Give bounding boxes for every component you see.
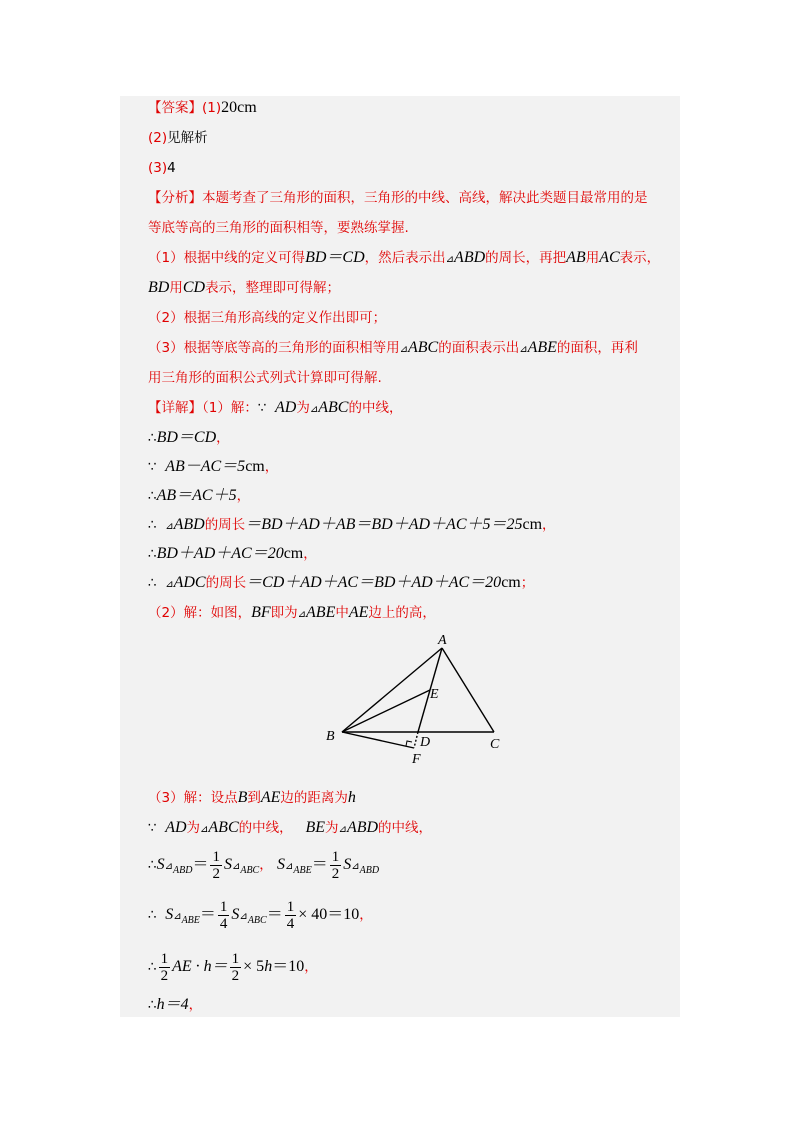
fraction-half: $\frac{1}{2}$ bbox=[231, 950, 240, 984]
label-a: A bbox=[438, 633, 447, 648]
detail-part-2: （2）解：如图，BF即为⊿ABE中AE边上的高， bbox=[148, 604, 436, 621]
analysis-point-1-cont: BD用CD表示，整理即可得解； bbox=[148, 279, 341, 296]
detail-part-3-line-5: ∴ $\frac{1}{2}$ AE · h＝ $\frac{1}{2}$ × 5h＝10， bbox=[148, 950, 318, 984]
detail-line-2: ∴BD＝CD， bbox=[148, 429, 230, 446]
detail-part-3-line-4: ∴ $S⊿_{ABE}=$ $\frac{1}{4}$ $S⊿_{ABC}=$ $\frac{1}{4}$ × 40＝10， bbox=[148, 898, 373, 932]
analysis-line-1: 【分析】本题考查了三角形的面积，三角形的中线、高线，解决此类题目最常用的是 bbox=[148, 190, 648, 206]
detail-line-7: ∴ ⊿ADC的周长＝CD＋AD＋AC＝BD＋AD＋AC＝20cm； bbox=[148, 574, 535, 591]
fraction-half: $\frac{1}{2}$ bbox=[212, 848, 220, 882]
label-f: F bbox=[412, 752, 421, 767]
label-e: E bbox=[430, 687, 439, 702]
analysis-point-3: （3）根据等底等高的三角形的面积相等用⊿ABC的面积表示出⊿ABE的面积，再利 bbox=[148, 339, 638, 356]
extension-df bbox=[414, 732, 418, 748]
fraction-half: $\frac{1}{2}$ bbox=[331, 848, 340, 882]
height-bf bbox=[342, 732, 414, 748]
fraction-quarter: $\frac{1}{4}$ bbox=[219, 898, 228, 932]
side-ac bbox=[442, 648, 494, 732]
detail-part-3-line-6: ∴h＝4， bbox=[148, 996, 203, 1013]
triangle-figure bbox=[318, 630, 518, 770]
answer-line-2: (2)见解析 bbox=[148, 130, 208, 146]
analysis-point-2: （2）根据三角形高线的定义作出即可； bbox=[148, 310, 387, 326]
detail-part-3-line-3: $\therefore S⊿_{ABD}=$ $\frac{1}{2}$ $S⊿_{ABC}$， $S⊿_{ABE}=$ $\frac{1}{2}$ $S⊿_{ABD}$ bbox=[148, 848, 380, 882]
analysis-line-2: 等底等高的三角形的面积相等，要熟练掌握. bbox=[148, 220, 409, 236]
label-c: C bbox=[490, 737, 500, 752]
detail-part-3-line-2: ∵ AD为⊿ABC的中线， BE为⊿ABD的中线， bbox=[148, 819, 433, 836]
answer-line-1: 【答案】(1)20cm bbox=[148, 99, 257, 116]
detail-line-4: ∴AB＝AC＋5， bbox=[148, 487, 251, 504]
detail-line-5: ∴ ⊿ABD的周长＝BD＋AD＋AB＝BD＋AD＋AC＋5＝25cm， bbox=[148, 516, 556, 533]
median-be bbox=[342, 690, 430, 732]
answer-line-3: (3)4 bbox=[148, 160, 176, 176]
detail-line-1: 【详解】（1）解：∵ AD为⊿ABC的中线， bbox=[148, 399, 403, 416]
right-angle-mark bbox=[406, 741, 412, 746]
detail-line-6: ∴BD＋AD＋AC＝20cm， bbox=[148, 545, 317, 562]
label-d: D bbox=[420, 735, 431, 750]
detail-line-3: ∵ AB－AC＝5cm， bbox=[148, 458, 279, 475]
fraction-quarter: $\frac{1}{4}$ bbox=[286, 898, 295, 932]
fraction-half: $\frac{1}{2}$ bbox=[160, 950, 169, 984]
side-ab bbox=[342, 648, 442, 732]
analysis-point-3-cont: 用三角形的面积公式列式计算即可得解. bbox=[148, 370, 382, 386]
analysis-point-1: （1）根据中线的定义可得BD＝CD，然后表示出⊿ABD的周长，再把AB用AC表示， bbox=[148, 249, 661, 266]
detail-part-3: （3）解：设点B到AE边的距离为h bbox=[148, 789, 356, 806]
label-b: B bbox=[326, 729, 335, 744]
